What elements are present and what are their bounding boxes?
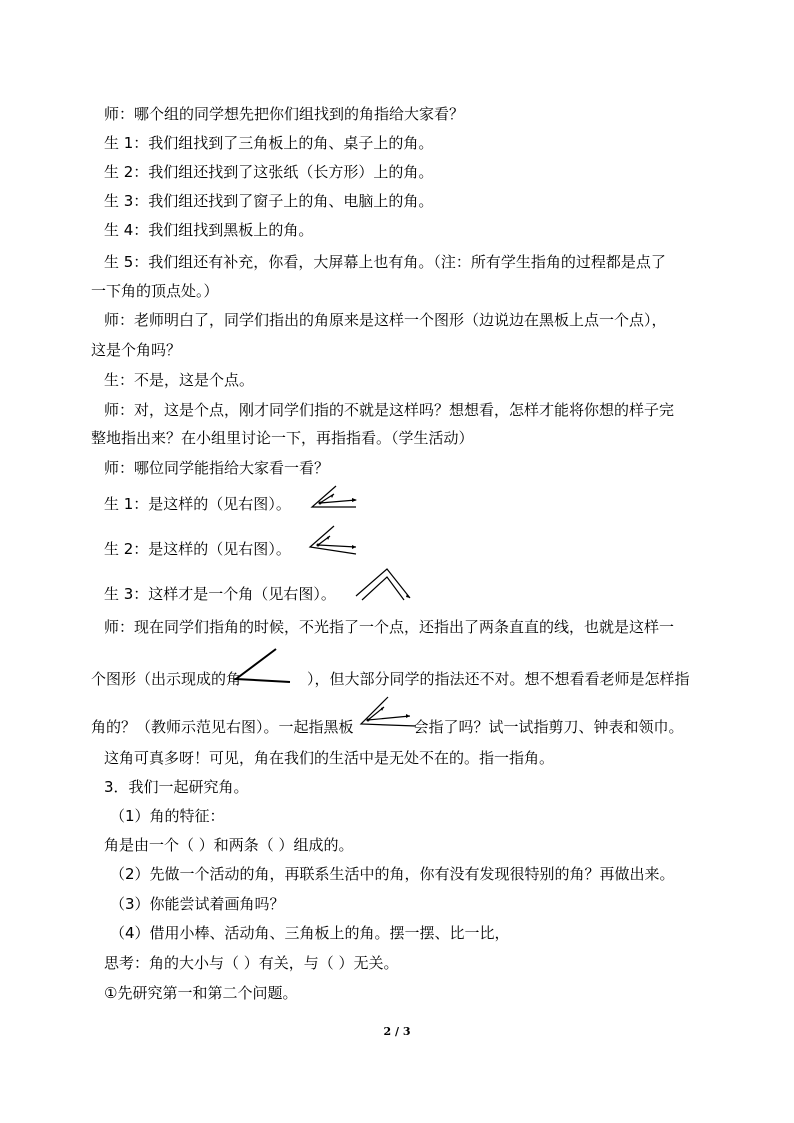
page-number: 2 / 3	[383, 1025, 411, 1038]
finger-angle-figure-2	[308, 523, 362, 557]
dialogue-line: 生 2：我们组还找到了这张纸（长方形）上的角。	[104, 163, 434, 181]
subsection-item: （3）你能尝试着画角吗？	[110, 895, 285, 913]
dialogue-line: 一下角的顶点处。）	[91, 282, 219, 300]
subsection-item: （4）借用小棒、活动角、三角板上的角。摆一摆、比一比，	[110, 924, 510, 942]
dialogue-line: 这是个角吗？	[91, 341, 182, 359]
teacher-demo-angle-figure	[358, 694, 420, 734]
dialogue-line: 生 1：是这样的（见右图）。	[104, 495, 291, 513]
dialogue-line: 生：不是，这是个点。	[104, 371, 255, 389]
text-segment: ），但大部分同学的指法还不对。想不想看看老师是怎样指	[307, 670, 690, 688]
text-segment: 会指了吗？试一试指剪刀、钟表和领巾。	[413, 718, 684, 736]
dialogue-line: 师：现在同学们指角的时候，不光指了一个点，还指出了两条直直的线，也就是这样一	[104, 618, 675, 636]
dialogue-line: 整地指出来？在小组里讨论一下，再指指看。（学生活动）	[91, 429, 474, 447]
dialogue-line: 生 4：我们组找到黑板上的角。	[104, 221, 314, 239]
dialogue-line: 生 1：我们组找到了三角板上的角、桌子上的角。	[104, 134, 434, 152]
dialogue-line	[91, 669, 690, 689]
subsection-item: （1）角的特征：	[110, 807, 225, 825]
dialogue-line: 生 2：是这样的（见右图）。	[104, 540, 291, 558]
fill-in-line: 思考：角的大小与（ ）有关，与（ ）无关。	[104, 954, 399, 972]
text-segment: 角的？（教师示范见右图）。一起指黑板	[91, 718, 354, 736]
dialogue-line: 师：对，这是个点，刚才同学们指的不就是这样吗？想想看，怎样才能将你想的样子完	[104, 401, 675, 419]
dialogue-line: 师：哪位同学能指给大家看一看？	[104, 459, 330, 477]
finger-angle-figure-3	[352, 564, 416, 606]
ready-made-angle-figure	[232, 646, 294, 686]
numbered-note: ①先研究第一和第二个问题。	[104, 984, 298, 1002]
fill-in-line: 角是由一个（ ）和两条（ ）组成的。	[104, 836, 354, 854]
section-heading: 3．我们一起研究角。	[104, 778, 249, 796]
finger-angle-figure-1	[310, 483, 362, 513]
dialogue-line: 师：老师明白了，同学们指出的角原来是这样一个图形（边说边在黑板上点一个点），	[104, 311, 667, 329]
dialogue-line: 生 3：这样才是一个角（见右图）。	[104, 585, 336, 603]
dialogue-line: 生 5：我们组还有补充，你看，大屏幕上也有角。（注：所有学生指角的过程都是点了	[104, 253, 666, 271]
dialogue-line: 生 3：我们组还找到了窗子上的角、电脑上的角。	[104, 192, 434, 210]
text-segment: 个图形（出示现成的角	[91, 670, 242, 688]
dialogue-line: 师：哪个组的同学想先把你们组找到的角指给大家看？	[104, 105, 465, 123]
dialogue-line: 这角可真多呀！可见，角在我们的生活中是无处不在的。指一指角。	[104, 749, 555, 767]
subsection-item: （2）先做一个活动的角，再联系生活中的角，你有没有发现很特别的角？再做出来。	[110, 865, 675, 883]
